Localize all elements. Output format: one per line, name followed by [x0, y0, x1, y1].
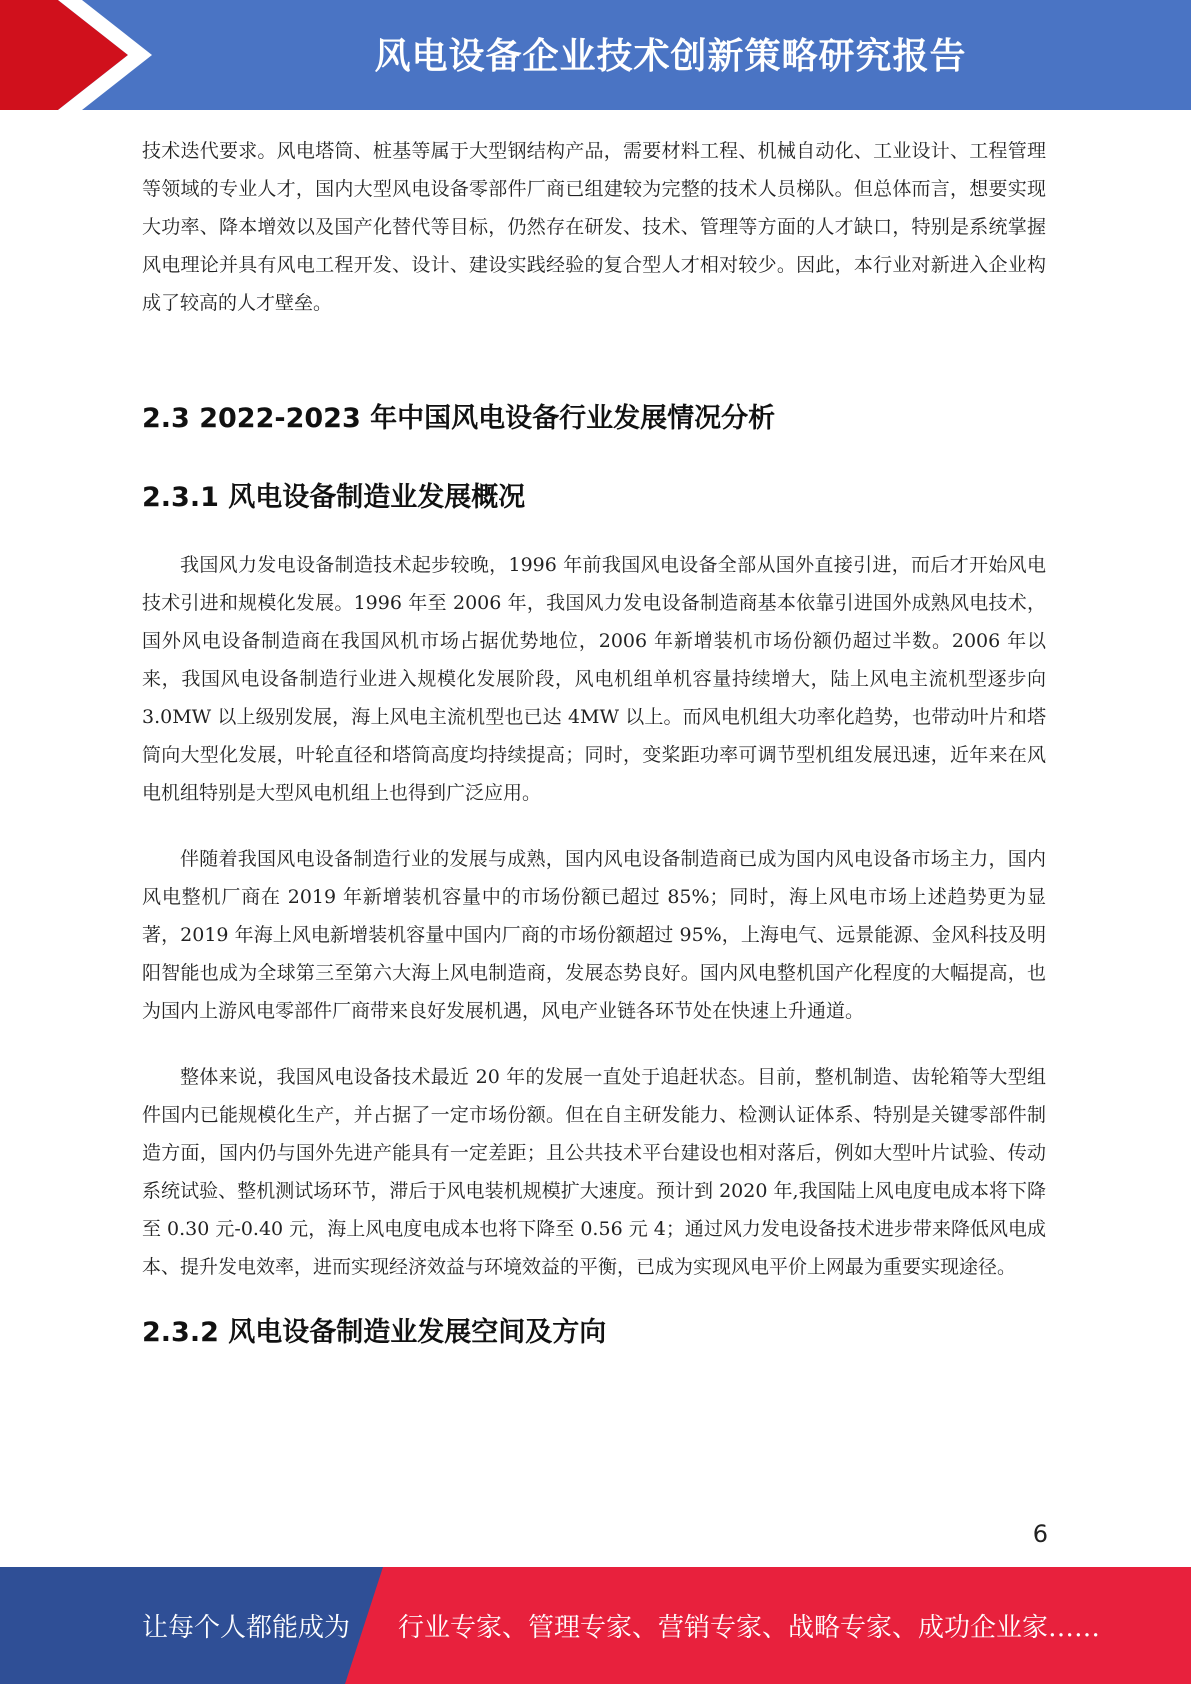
paragraph-technology-catch-up: 整体来说，我国风电设备技术最近 20 年的发展一直处于追赶状态。目前，整机制造、齿轮箱等大型组件国内已能规模化生产，并占据了一定市场份额。但在自主研发能力、检测认证体系、特别是关键零部件制造方面，国内仍与国外先进产能具有一定差距；且公共技术平台建设也相对落后，例如大型叶片试验、传动系统试验、整机测试场环节，滞后于风电装机规模扩大速度。预计到 2020 年,我国陆上风电度电成本将下降至 0.30 元-0.40 元，海上风电度电成本也将下降至 0.56 元 4；通过风力发电设备技术进步带来降低风电成本、提升发电效率，进而实现经济效益与环境效益的平衡，已成为实现风电平价上网最为重要实现途径。 [142, 1066, 1046, 1278]
paragraph-manufacturing-history: 我国风力发电设备制造技术起步较晚，1996 年前我国风电设备全部从国外直接引进，而后才开始风电技术引进和规模化发展。1996 年至 2006 年，我国风力发电设备制造商基本依靠引进国外成熟风电技术，国外风电设备制造商在我国风机市场占据优势地位，2006 年新增装机市场份额仍超过半数。2006 年以来，我国风电设备制造行业进入规模化发展阶段，风电机组单机容量持续增大，陆上风电主流机型逐步向 3.0MW 以上级别发展，海上风电主流机型也已达 4MW 以上。而风电机组大功率化趋势，也带动叶片和塔筒向大型化发展，叶轮直径和塔筒高度均持续提高；同时，变桨距功率可调节型机组发展迅速，近年来在风电机组特别是大型风电机组上也得到广泛应用。 [142, 554, 1046, 804]
page-number: 6 [1032, 1520, 1048, 1548]
section-2-3-2-heading: 2.3.2 风电设备制造业发展空间及方向 [142, 1317, 607, 1348]
page-footer [0, 1567, 1191, 1684]
page-content [142, 132, 1046, 1381]
intro-paragraph: 技术迭代要求。风电塔筒、桩基等属于大型钢结构产品，需要材料工程、机械自动化、工业设计、工程管理等领域的专业人才，国内大型风电设备零部件厂商已组建较为完整的技术人员梯队。但总体而言，想要实现大功率、降本增效以及国产化替代等目标，仍然存在研发、技术、管理等方面的人才缺口，特别是系统掌握风电理论并具有风电工程开发、设计、建设实践经验的复合型人才相对较少。因此，本行业对新进入企业构成了较高的人才壁垒。 [142, 140, 1046, 314]
section-2-3-1-heading: 2.3.1 风电设备制造业发展概况 [142, 482, 526, 513]
page-header [0, 0, 1191, 110]
footer-slogan-left: 让每个人都能成为 [142, 1613, 351, 1643]
section-2-3-heading: 2.3 2022-2023 年中国风电设备行业发展情况分析 [142, 403, 776, 434]
header-red-arrow [0, 0, 128, 110]
footer-slogan-right: 行业专家、管理专家、营销专家、战略专家、成功企业家…… [398, 1613, 1101, 1643]
paragraph-domestic-market-share: 伴随着我国风电设备制造行业的发展与成熟，国内风电设备制造商已成为国内风电设备市场主力，国内风电整机厂商在 2019 年新增装机容量中的市场份额已超过 85%；同时，海上风电市场上述趋势更为显著，2019 年海上风电新增装机容量中国内厂商的市场份额超过 95%，上海电气、远景能源、金风科技及明阳智能也成为全球第三至第六大海上风电制造商，发展态势良好。国内风电整机国产化程度的大幅提高，也为国内上游风电零部件厂商带来良好发展机遇，风电产业链各环节处在快速上升通道。 [142, 848, 1046, 1022]
report-title: 风电设备企业技术创新策略研究报告 [374, 36, 967, 77]
